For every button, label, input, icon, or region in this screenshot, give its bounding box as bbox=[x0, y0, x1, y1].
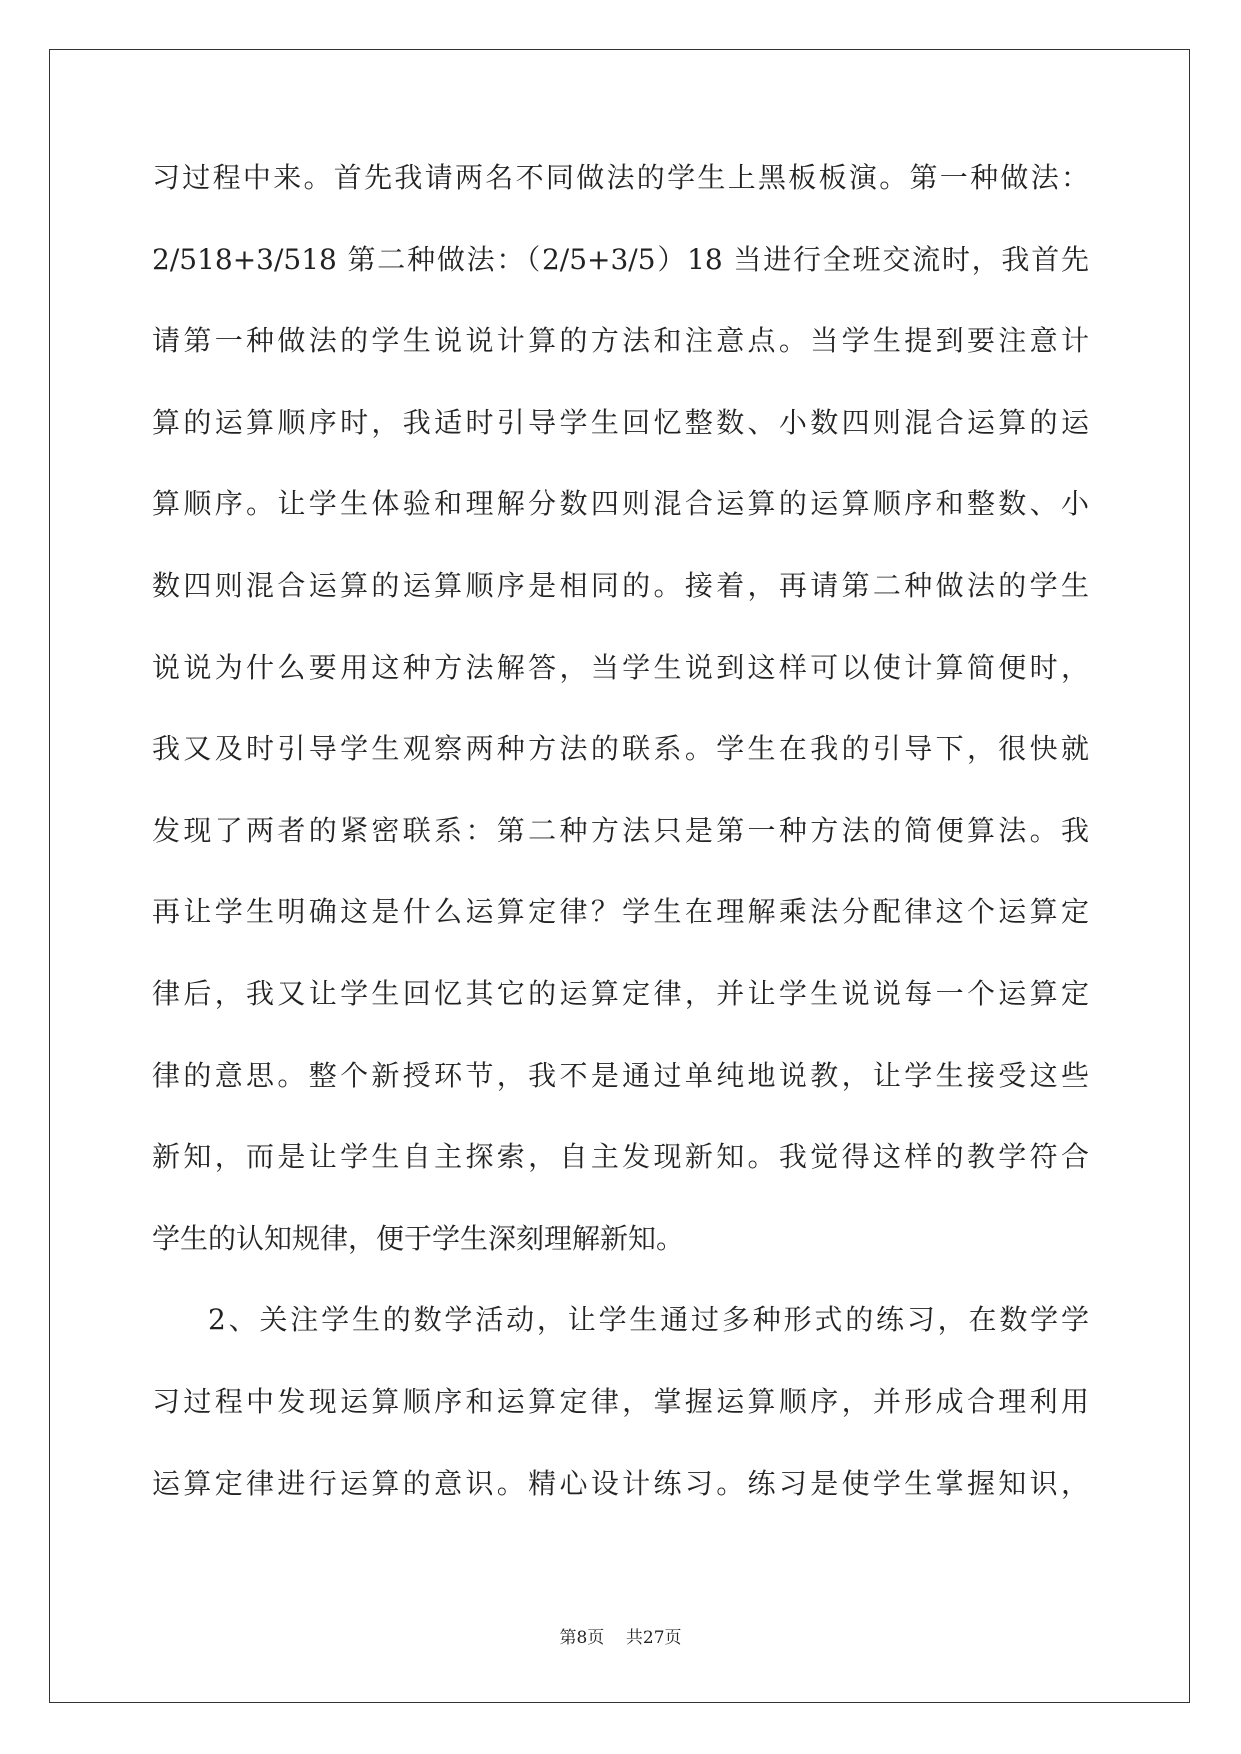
page-number-current: 8 bbox=[576, 1628, 588, 1648]
text-line: 运算定律进行运算的意识。精心设计练习。练习是使学生掌握知识， bbox=[152, 1466, 1089, 1500]
text-line: 发现了两者的紧密联系：第二种方法只是第一种方法的简便算法。我 bbox=[152, 813, 1089, 847]
page-total-suffix: 页 bbox=[664, 1628, 682, 1648]
text-line: 习过程中发现运算顺序和运算定律，掌握运算顺序，并形成合理利用 bbox=[152, 1384, 1089, 1418]
text-line: 算的运算顺序时，我适时引导学生回忆整数、小数四则混合运算的运 bbox=[152, 405, 1089, 439]
text-line: 习过程中来。首先我请两名不同做法的学生上黑板板演。第一种做法： bbox=[152, 161, 1089, 194]
text-line: 数四则混合运算的运算顺序是相同的。接着，再请第二种做法的学生 bbox=[152, 568, 1089, 602]
text-line: 律的意思。整个新授环节，我不是通过单纯地说教，让学生接受这些 bbox=[152, 1058, 1089, 1092]
text-line: 2/518+3/518 第二种做法：（2/5+3/5）18 当进行全班交流时，我首先 bbox=[152, 242, 1089, 276]
text-line: 再让学生明确这是什么运算定律？学生在理解乘法分配律这个运算定 bbox=[152, 895, 1089, 929]
text-line: 算顺序。让学生体验和理解分数四则混合运算的运算顺序和整数、小 bbox=[152, 487, 1089, 521]
text-line: 我又及时引导学生观察两种方法的联系。学生在我的引导下，很快就 bbox=[152, 732, 1089, 766]
text-line: 请第一种做法的学生说说计算的方法和注意点。当学生提到要注意计 bbox=[152, 324, 1089, 358]
page-total-prefix: 共 bbox=[625, 1628, 643, 1648]
paragraph-start-line: 2、关注学生的数学活动，让学生通过多种形式的练习，在数学学 bbox=[208, 1303, 1089, 1337]
page-number-prefix: 第 bbox=[559, 1628, 577, 1648]
text-line: 说说为什么要用这种方法解答，当学生说到这样可以使计算简便时， bbox=[152, 650, 1089, 684]
page-total: 27 bbox=[642, 1628, 665, 1648]
text-line: 学生的认知规律，便于学生深刻理解新知。 bbox=[152, 1221, 685, 1255]
text-line: 新知，而是让学生自主探索，自主发现新知。我觉得这样的教学符合 bbox=[152, 1140, 1089, 1174]
text-line: 律后，我又让学生回忆其它的运算定律，并让学生说说每一个运算定 bbox=[152, 976, 1089, 1010]
page-footer bbox=[0, 1628, 1241, 1648]
body-text bbox=[152, 161, 1089, 1548]
page-number-suffix: 页 bbox=[587, 1628, 605, 1648]
